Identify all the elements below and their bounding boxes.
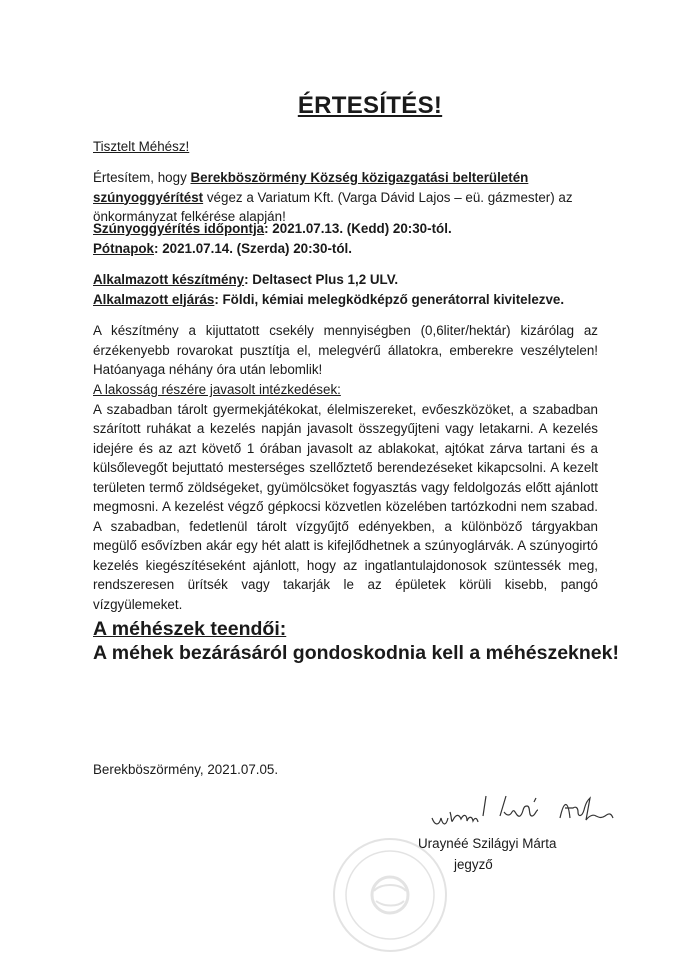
measures-heading: A lakosság részére javasolt intézkedések: <box>93 382 341 397</box>
schedule-backup-label: Pótnapok <box>93 240 155 256</box>
intro-action: szúnyoggyérítést <box>93 189 204 205</box>
product-value: : Deltasect Plus 1,2 ULV. <box>244 272 399 287</box>
product-line <box>93 270 598 290</box>
schedule-section <box>93 219 598 258</box>
beekeepers-instruction: A méhek bezárásáról gondoskodnia kell a méhészeknek! <box>93 642 619 664</box>
product-label: Alkalmazott készítmény <box>93 272 245 287</box>
measures-body: A szabadban tárolt gyermekjátékokat, élelmiszereket, evőeszközöket, a szabadban szárított ruhákat a kezelés napján javasolt összegyűjteni vagy letakarni. A kezelés idejére és az azt követő 1 órában javasolt az ablakokat, ajtókat zárva tartani és a külsőlevegőt bejuttató mesterséges szellőztető berendezéseket kikapcsolni. A kezelt területen termő zöldségeket, gyümölcsöket fogyasztás vagy feldolgozás előtt ajánlott megmosni. A kezelést végző gépkocsi közvetlen közelében tartózkodni nem szabad. A szabadban, fedetlenül tárolt vízgyűjtő edényekben, a különböző tárgyakban megülő esővízben akár egy hét alatt is kifejlődhetnek a szúnyoglárvák. A szúnyogirtó kezelés kiegészítéseként ajánlott, hogy az ingatlantulajdonosok szüntessék meg, rendszeresen ürítsék vagy takarják le az épületek körüli kisebb, pangó vízgyülemeket. <box>93 401 598 612</box>
measures-section <box>93 380 598 614</box>
schedule-main-label: Szúnyoggyérítés időpontja <box>93 221 265 236</box>
greeting: Tisztelt Méhész! <box>93 139 190 154</box>
document-title: ÉRTESÍTÉS! <box>297 92 443 119</box>
info-paragraph: A készítmény a kijuttatott csekély mennyiségben (0,6liter/hektár) kizárólag az érzékenyebb rovarokat pusztítja el, melegvérű állatokra, emberekre veszélytelen! Hatóanyaga néhány óra után lebomlik! <box>93 323 598 377</box>
official-stamp <box>330 835 450 955</box>
schedule-backup-value: : 2021.07.14. (Szerda) 20:30-tól. <box>154 240 352 256</box>
intro-paragraph <box>93 168 598 227</box>
schedule-main-value: : 2021.07.13. (Kedd) 20:30-tól. <box>264 221 452 236</box>
product-section <box>93 270 598 309</box>
handwritten-signature <box>428 792 628 836</box>
schedule-main <box>93 219 598 239</box>
method-value: : Földi, kémiai melegködképző generátorral kivitelezve. <box>214 291 565 307</box>
beekeepers-heading: A méhészek teendői: <box>93 618 287 640</box>
intro-text-1: Értesítem, hogy <box>93 170 191 185</box>
method-label: Alkalmazott eljárás <box>93 291 215 307</box>
place-date: Berekböszörmény, 2021.07.05. <box>93 762 279 777</box>
method-line <box>93 290 598 310</box>
intro-place: Berekböszörmény Község közigazgatási belterületén <box>190 170 529 185</box>
intro-text-3: végez a Variatum Kft. (Varga Dávid Lajos – eü. gázmester) az önkormányzat felkérése alapján! <box>93 189 573 224</box>
schedule-backup <box>93 239 598 259</box>
signer-name: Uraynéé Szilágyi Márta <box>418 836 557 851</box>
signer-role: jegyző <box>454 857 493 872</box>
